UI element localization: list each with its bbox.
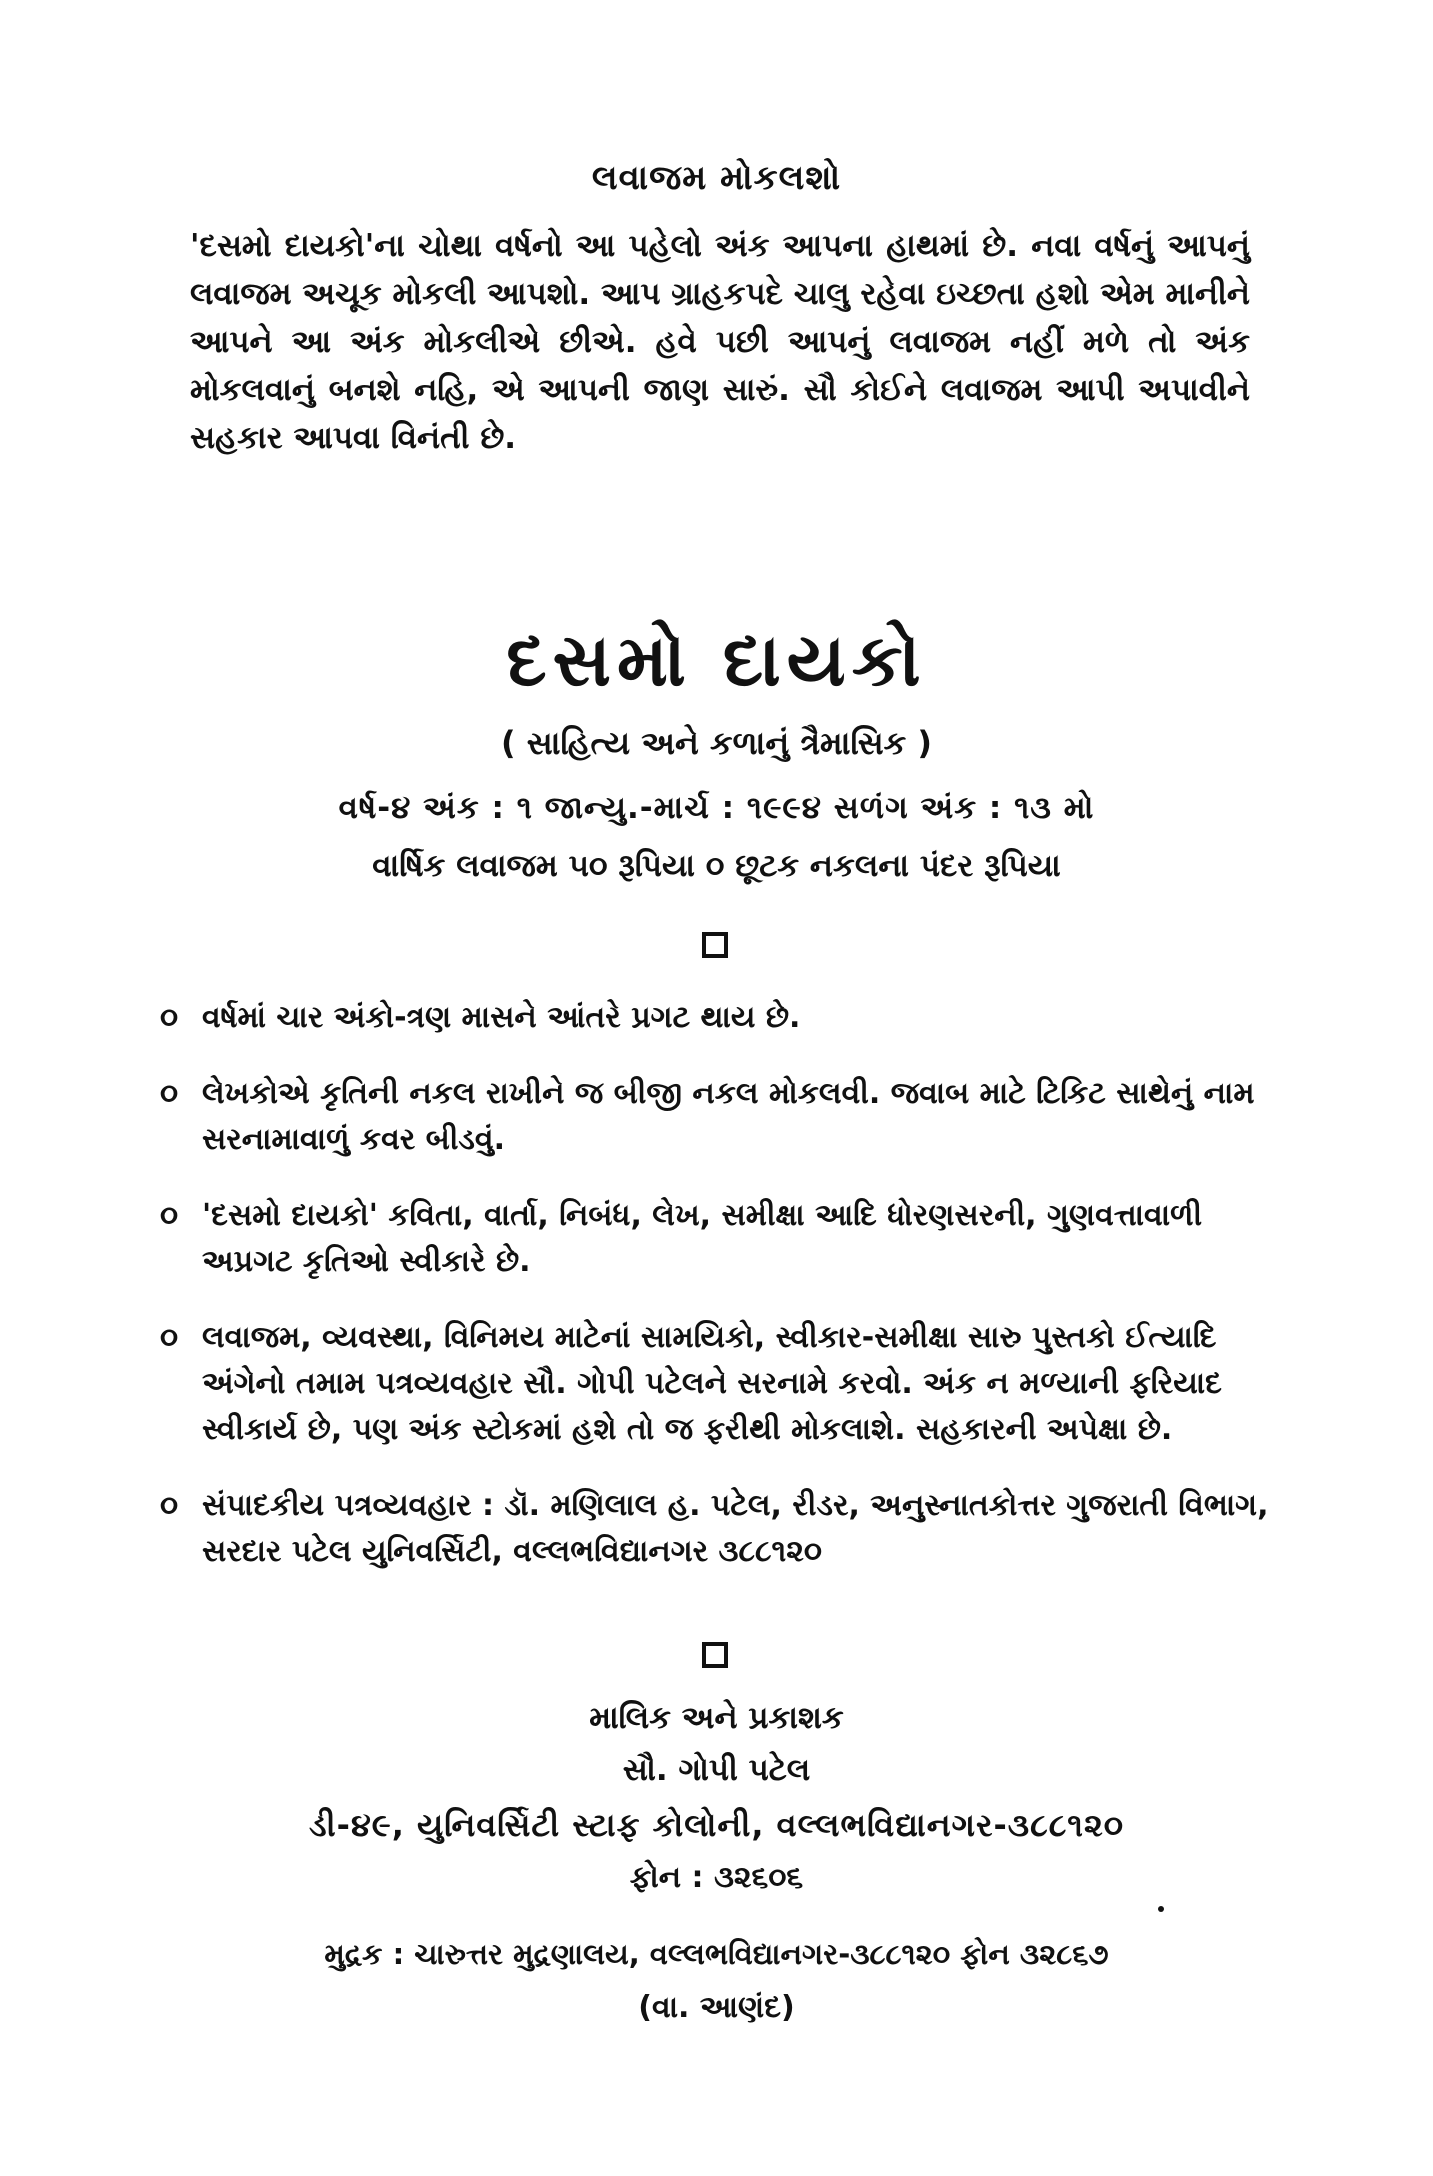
- price-details: વાર્ષિક લવાજમ ૫૦ રૂપિયા ૦ છૂટક નકલના પંદર રૂપિયા: [372, 848, 1061, 884]
- issue-details: વર્ષ-૪ અંક : ૧ જાન્યુ.-માર્ચ : ૧૯૯૪ સળંગ અંક : ૧૩ મો: [338, 790, 1095, 826]
- magazine-subtitle: ( સાહિત્ય અને કળાનું ત્રૈમાસિક ): [501, 724, 932, 762]
- list-item: [160, 1483, 1300, 1575]
- list-item: [160, 1193, 1300, 1285]
- magazine-title: દસમો દાયકો: [506, 618, 927, 702]
- bullet-icon: ૦: [160, 1198, 179, 1233]
- publisher-address: ડી-૪૯, યુનિવર્સિટી સ્ટાફ કોલોની, વલ્લભવિદ્યાનગર-૩૮૮૧૨૦: [308, 1806, 1125, 1844]
- subscription-notice-body: 'દસમો દાયકો'ના ચોથા વર્ષનો આ પહેલો અંક આપના હાથમાં છે. નવા વર્ષનું આપનું લવાજમ અચૂક મોકલી આપશો. આપ ગ્રાહકપદે ચાલુ રહેવા ઇચ્છતા હશો એમ માનીને આપને આ અંક મોકલીએ છીએ. હવે પછી આપનું લવાજમ નહીં મળે તો અંક મોકલવાનું બનશે નહિ, એ આપની જાણ સારું. સૌ કોઈને લવાજમ આપી અપાવીને સહકાર આપવા વિનંતી છે.: [190, 228, 1250, 456]
- list-item: [160, 995, 1300, 1041]
- rule-text: વર્ષમાં ચાર અંકો-ત્રણ માસને આંતરે પ્રગટ થાય છે.: [202, 1000, 801, 1035]
- bullet-icon: ૦: [160, 1076, 179, 1111]
- list-item: [160, 1071, 1300, 1163]
- bullet-icon: ૦: [160, 1320, 179, 1355]
- rule-text: સંપાદકીય પત્રવ્યવહાર : ડૉ. મણિલાલ હ. પટેલ, રીડર, અનુસ્નાતકોત્તર ગુજરાતી વિભાગ, સરદાર પટેલ યુનિવર્સિટી, વલ્લભવિદ્યાનગર ૩૮૮૧૨૦: [202, 1488, 1269, 1569]
- printer-details: મુદ્રક : ચારુત્તર મુદ્રણાલય, વલ્લભવિદ્યાનગર-૩૮૮૧૨૦ ફોન ૩૨૮૬૭: [324, 1937, 1109, 1971]
- bullet-icon: ૦: [160, 1488, 179, 1523]
- publisher-phone: ફોન : ૩૨૬૦૬: [629, 1860, 804, 1895]
- rule-text: 'દસમો દાયકો' કવિતા, વાર્તા, નિબંધ, લેખ, સમીક્ષા આદિ ધોરણસરની, ગુણવત્તાવાળી અપ્રગટ કૃતિઓ સ્વીકારે છે.: [202, 1198, 1203, 1279]
- subscription-notice-heading: લવાજમ મોકલશો: [591, 158, 842, 198]
- rule-text: લવાજમ, વ્યવસ્થા, વિનિમય માટેનાં સામયિકો, સ્વીકાર-સમીક્ષા સારુ પુસ્તકો ઈત્યાદિ અંગેનો તમામ પત્રવ્યવહાર સૌ. ગોપી પટેલને સરનામે કરવો. અંક ન મળ્યાની ફરિયાદ સ્વીકાર્ય છે, પણ અંક સ્ટોકમાં હશે તો જ ફરીથી મોકલાશે. સહકારની અપેક્ષા છે.: [202, 1320, 1222, 1447]
- publisher-label: માલિક અને પ્રકાશક: [589, 1700, 844, 1736]
- list-item: [160, 1315, 1300, 1453]
- rules-list: [160, 995, 1300, 1605]
- publisher-name: સૌ. ગોપી પટેલ: [622, 1752, 811, 1788]
- ink-dot: [1158, 1906, 1164, 1912]
- printer-district: (વા. આણંદ): [638, 1990, 795, 2025]
- rule-text: લેખકોએ કૃતિની નકલ રાખીને જ બીજી નકલ મોકલવી. જવાબ માટે ટિકિટ સાથેનું નામ સરનામાવાળું કવર બીડવું.: [202, 1076, 1255, 1157]
- section-divider-box-icon: [702, 932, 728, 958]
- bullet-icon: ૦: [160, 1000, 179, 1035]
- section-divider-box-icon: [702, 1642, 728, 1668]
